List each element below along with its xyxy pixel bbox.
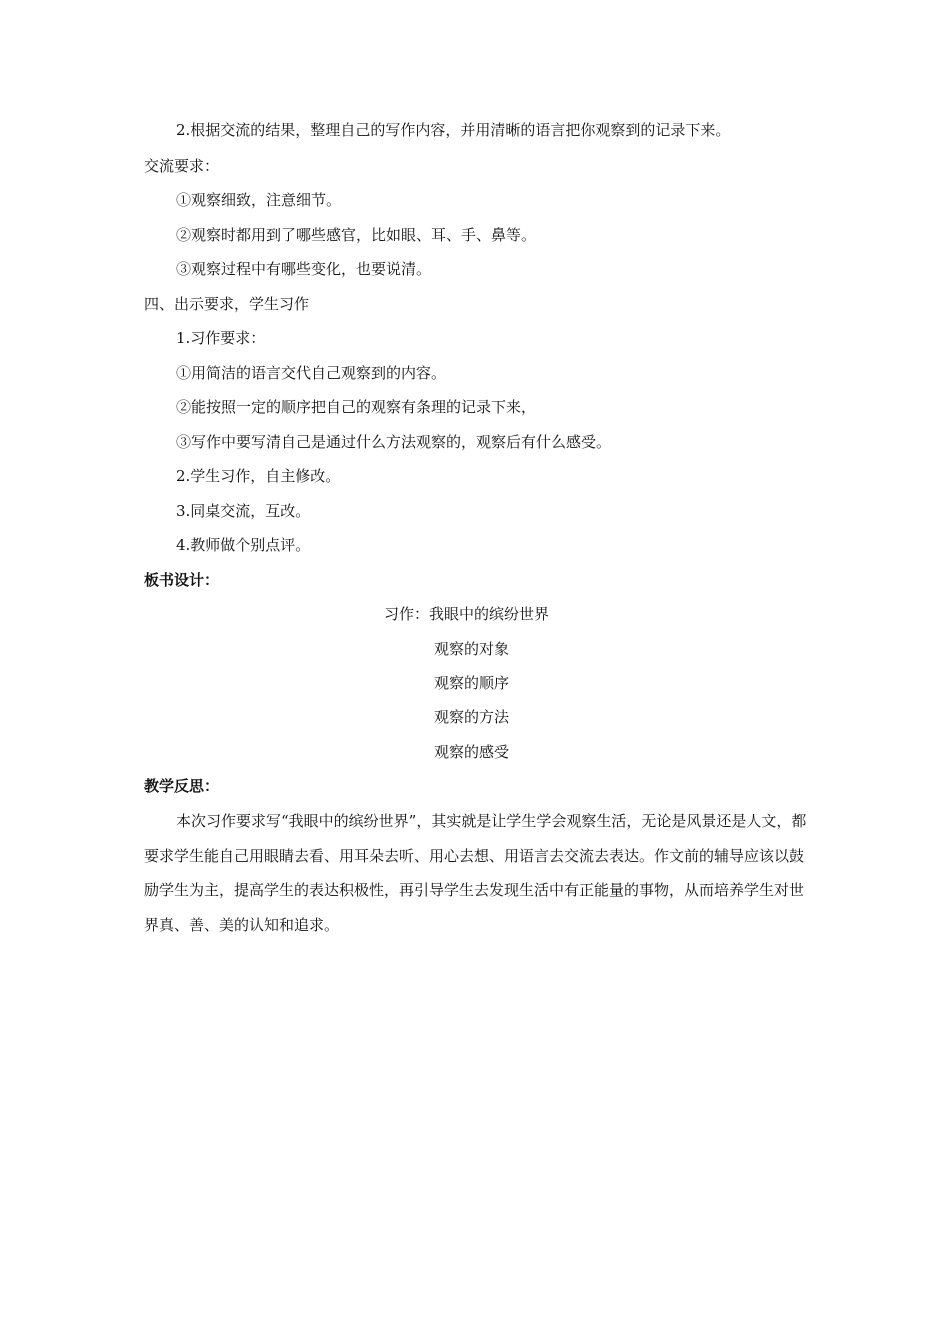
writing-step-3: 3.同桌交流，互改。 <box>176 502 311 520</box>
exchange-requirement-3: ③观察过程中有哪些变化，也要说清。 <box>176 260 432 278</box>
exchange-requirement-1: ①观察细致，注意细节。 <box>176 191 342 209</box>
writing-step-4: 4.教师做个别点评。 <box>176 536 311 554</box>
reflection-heading: 教学反思： <box>144 777 220 795</box>
exchange-step-2: 2.根据交流的结果，整理自己的写作内容，并用清晰的语言把你观察到的记录下来。 <box>176 121 731 139</box>
board-title: 习作：我眼中的缤纷世界 <box>384 605 550 623</box>
exchange-requirements-label: 交流要求： <box>144 157 220 175</box>
writing-requirement-2: ②能按照一定的顺序把自己的观察有条理的记录下来， <box>176 398 537 416</box>
board-item: 观察的方法 <box>434 708 510 726</box>
writing-step-2: 2.学生习作，自主修改。 <box>176 467 341 485</box>
board-item: 观察的对象 <box>434 640 510 658</box>
board-item: 观察的顺序 <box>434 674 510 692</box>
writing-requirement-3: ③写作中要写清自己是通过什么方法观察的，观察后有什么感受。 <box>176 433 612 451</box>
writing-requirements-label: 1.习作要求： <box>176 329 266 347</box>
writing-requirement-1: ①用简洁的语言交代自己观察到的内容。 <box>176 364 447 382</box>
board-design-heading: 板书设计： <box>144 571 220 589</box>
section-4-heading: 四、出示要求，学生习作 <box>144 295 310 313</box>
reflection-paragraph: 本次习作要求写“我眼中的缤纷世界”，其实就是让学生学会观察生活，无论是风景还是人文，都要求学生能自己用眼睛去看、用耳朵去听、用心去想、用语言去交流去表达。作文前的辅导应该以鼓励学生为主，提高学生的表达积极性，再引导学生去发现生活中有正能量的事物，从而培养学生对世界真、善、美的认知和追求。 <box>144 812 807 934</box>
exchange-requirement-2: ②观察时都用到了哪些感官，比如眼、耳、手、鼻等。 <box>176 226 537 244</box>
board-item: 观察的感受 <box>434 743 510 761</box>
